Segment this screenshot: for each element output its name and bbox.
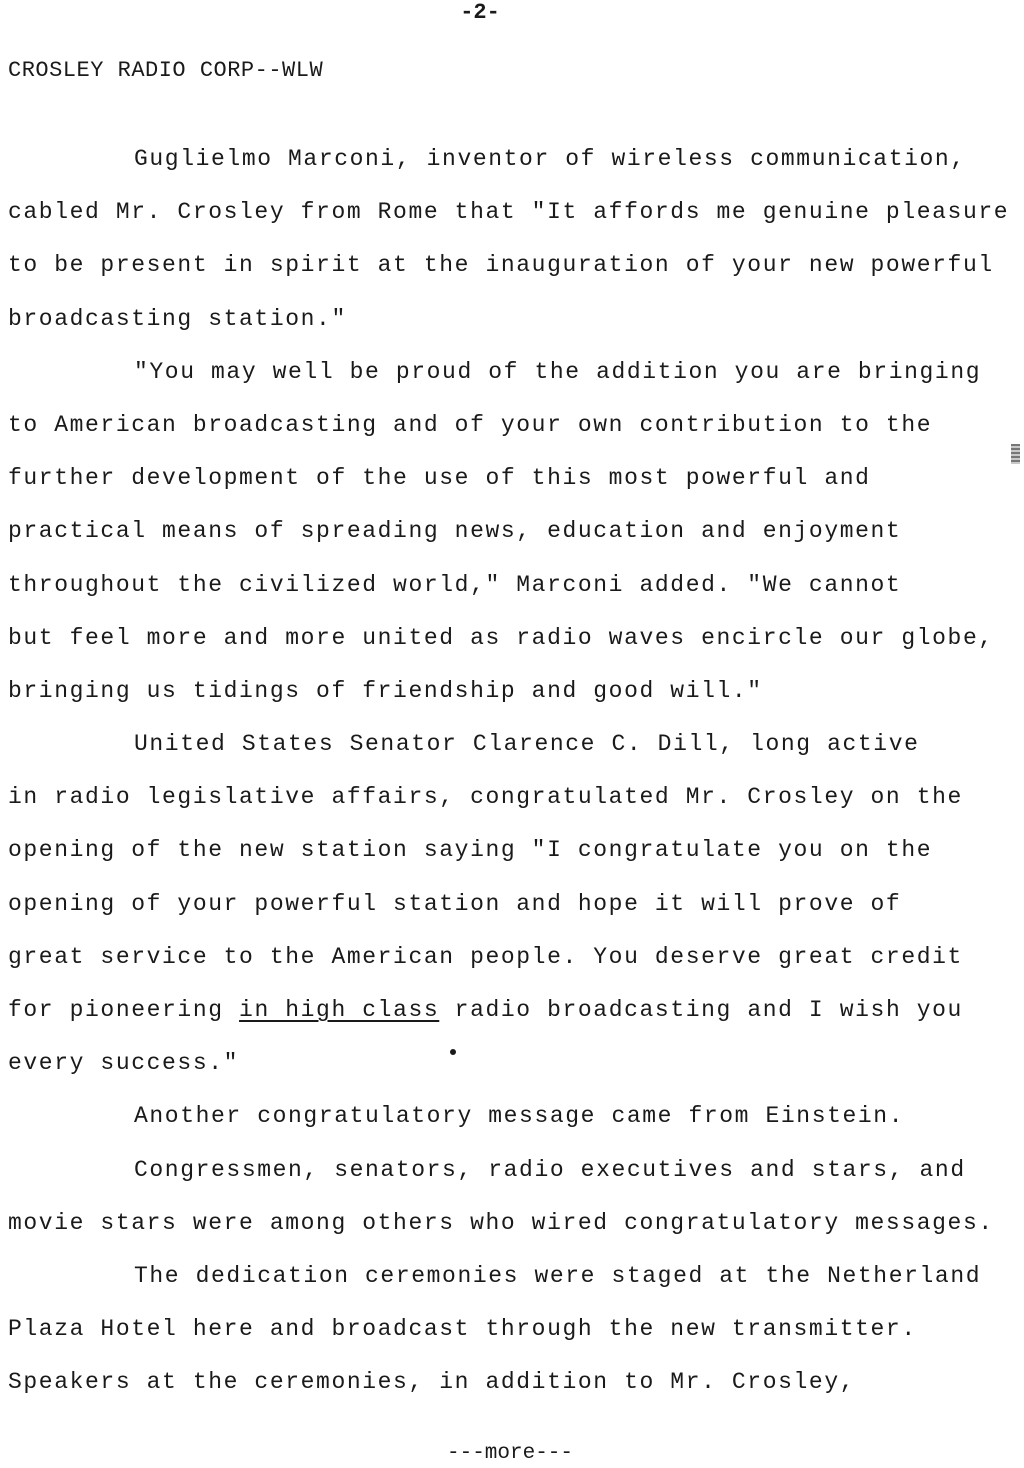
text-line: bringing us tidings of friendship and good will." <box>8 677 763 704</box>
text-line: Speakers at the ceremonies, in addition to Mr. Crosley, <box>8 1369 856 1396</box>
text-line: to American broadcasting and of your own contribution to the <box>8 411 933 438</box>
text-line: but feel more and more united as radio waves encircle our globe, <box>8 624 994 651</box>
text-line: throughout the civilized world," Marconi added. "We cannot <box>8 571 902 598</box>
text-line: further development of the use of this most powerful and <box>8 465 871 492</box>
text-line: movie stars were among others who wired congratulatory messages. <box>8 1209 994 1236</box>
text-line: opening of the new station saying "I congratulate you on the <box>8 837 933 864</box>
text-segment: radio broadcasting and I wish you <box>439 997 963 1023</box>
text-line: Plaza Hotel here and broadcast through the new transmitter. <box>8 1316 917 1343</box>
text-line: Guglielmo Marconi, inventor of wireless communication, <box>134 146 966 172</box>
text-line: Congressmen, senators, radio executives and stars, and <box>134 1156 966 1183</box>
text-line: United States Senator Clarence C. Dill, long active <box>134 731 920 758</box>
page-number: -2- <box>460 0 500 25</box>
text-line: Another congratulatory message came from Einstein. <box>134 1103 905 1130</box>
text-line: "You may well be proud of the addition you are bringing <box>134 358 982 385</box>
text-line: cabled Mr. Crosley from Rome that "It affords me genuine pleasure <box>8 199 1010 226</box>
document-header: CROSLEY RADIO CORP--WLW <box>8 58 324 83</box>
text-line <box>8 991 1018 1044</box>
continuation-footer: ---more--- <box>446 1442 574 1465</box>
text-line: practical means of spreading news, education and enjoyment <box>8 518 902 545</box>
text-segment: for pioneering <box>8 997 240 1023</box>
text-line: every success." <box>8 1050 240 1077</box>
ink-dot <box>450 1049 456 1055</box>
scan-speck <box>1011 444 1020 464</box>
text-line: great service to the American people. You deserve great credit <box>8 943 963 970</box>
text-line: in radio legislative affairs, congratulated Mr. Crosley on the <box>8 784 963 811</box>
text-line: opening of your powerful station and hope it will prove of <box>8 890 902 917</box>
text-line: to be present in spirit at the inauguration of your new powerful <box>8 252 994 279</box>
body-text <box>8 140 1018 1417</box>
underlined-phrase: in high class <box>239 997 440 1023</box>
text-line: The dedication ceremonies were staged at the Netherland <box>134 1262 982 1289</box>
text-line: broadcasting station." <box>8 305 347 332</box>
